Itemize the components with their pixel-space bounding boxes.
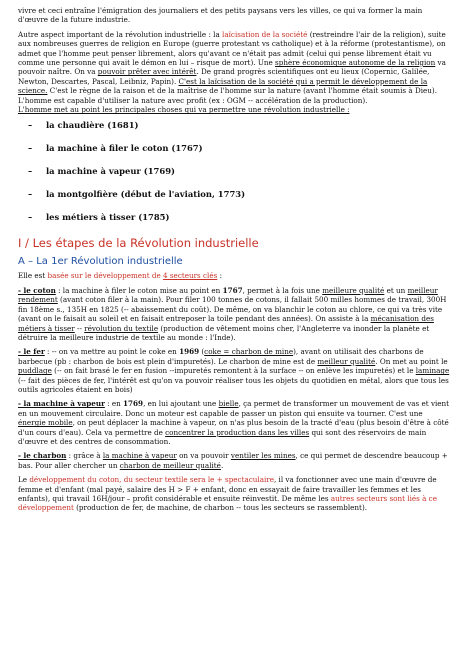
text-run: (production de vêtement moins cher, l'Angleterre va inonder la planète et détruire la meilleure industrie de textile au monde : l'Inde).: [18, 323, 430, 342]
list-item-label: la chaudière (1681): [46, 120, 139, 131]
paragraph-coton: [18, 286, 452, 342]
list-item-label: les métiers à tisser (1785): [46, 212, 170, 223]
underline-term: la machine à vapeur: [102, 451, 177, 461]
paragraph-charbon: [18, 451, 452, 470]
underline-term: meilleur qualité: [317, 356, 376, 366]
underline-term: révolution du textile: [84, 323, 159, 333]
text-run: , on peut déplacer la machine à vapeur, on n'as plus besoin de la tracté d'eau (plus besoin d'être à côté d'un cours d'eau). Cela va permettre de: [18, 418, 449, 437]
label-vapeur: - la machine à vapeur: [18, 399, 105, 409]
underline-principales-choses: L'homme met au point les principales choses qui va permettre une révolution industrielle :: [18, 105, 350, 115]
inventions-list: [18, 120, 452, 222]
text-run: C'est le règne de la raison et de la maîtrise de l'homme sur la nature (avant l'homme était soumis à Dieu). L'homme est capable d'utiliser la nature avec profit (ex : OGM -- accélération de la production).: [18, 86, 438, 105]
label-fer: - le fer: [18, 347, 45, 357]
paragraph-emigration: vivre et ceci entraîne l'émigration des journaliers et des petits paysans vers les villes, ce qui va former la main d'œuvre de la future industrie.: [18, 6, 423, 25]
text-run: :: [217, 271, 223, 281]
text-run: : grâce à: [66, 451, 103, 461]
bullet-mark: –: [28, 143, 33, 154]
list-item-label: la montgolfière (début de l'aviation, 1773): [46, 189, 246, 200]
highlight-laicisation: laïcisation de la société: [222, 29, 308, 39]
underline-term: meilleure qualité: [322, 285, 385, 295]
text-run: . De grand progrès scientifiques ont eu lieux (Copernic, Galilée, Newton, Descartes, Pascal, Leibniz, Papin).: [18, 67, 430, 86]
underline-term: bielle: [218, 399, 239, 409]
bullet-mark: –: [28, 166, 33, 177]
text-run: . On met au point le: [375, 356, 448, 366]
paragraph-vapeur: [18, 399, 452, 446]
text-run: (production de fer, de machine, de charbon -- tous les secteurs se rassemblent).: [73, 503, 368, 513]
bullet-mark: –: [28, 120, 33, 131]
paragraph-fer: [18, 347, 452, 394]
underline-term: mécanisation des métiers à tisser: [18, 314, 434, 333]
text-run: : -- on va mettre au point le coke en: [44, 347, 180, 357]
list-item: [28, 166, 452, 176]
underline-term: laminage: [415, 366, 450, 376]
text-run: (-- on fait brasé le fer en fusion --impuretés remontent à la surface -- on enlève les impuretés) et le: [51, 366, 416, 376]
year: 1767: [222, 285, 243, 295]
text-run: : en: [104, 399, 124, 409]
label-coton: - le coton: [18, 285, 56, 295]
text-run: --: [74, 323, 85, 333]
text-run: Autre aspect important de la révolution industrielle : la: [18, 29, 223, 39]
text-run: (-- fait des pièces de fer, l'intérêt est qu'on va pouvoir réaliser tous les objets du quotidien en métal, alors que tous les outils agricoles étaient en bois): [18, 375, 449, 394]
text-run: , ce qui permet de descendre beaucoup + bas. Pour aller chercher un: [18, 451, 448, 470]
paragraph-intro: [18, 271, 452, 280]
underline-science: C'est la laïcisation de la société qui a permit le développement de la science.: [18, 76, 428, 96]
text-run: , ça permet de transformer un mouvement de vas et vient en un mouvement circulaire. Donc un moteur est capable de passer un piston qui ensuite va tourner. C'est une: [18, 399, 450, 418]
highlight-secteurs-lies: autres secteurs sont liés à ce développement: [18, 494, 437, 513]
bullet-mark: –: [28, 212, 33, 223]
text-run: : la machine à filer le coton mise au point en: [55, 285, 223, 295]
paragraph-developpement: [18, 475, 452, 513]
text-run: va pouvoir naître. On va: [18, 58, 446, 77]
text-run: .: [220, 460, 224, 470]
underline-term: coke = charbon de mine: [204, 347, 294, 357]
list-item-label: la machine à filer le coton (1767): [46, 143, 203, 154]
text-run: et un: [384, 285, 408, 295]
underline-term: puddlage: [18, 366, 52, 376]
text-run: (restreindre l'air de la religion), suite aux nombreuses guerres de religion en Europe (guerre protestant vs catholique) et à la réforme (protestantisme), on admet que l'homme peut penser librement, alors qu'avant ce n'était pas admit (celui qui pense librement était vu comme une personne qui avait le démon en lui – risque de mort). Une: [18, 29, 446, 68]
text-run: Le: [18, 475, 30, 485]
text-run: (: [199, 347, 205, 357]
text-run: , permet à la fois une: [242, 285, 323, 295]
section-heading: I / Les étapes de la Révolution industrielle: [18, 236, 259, 251]
highlight-base: basée sur le développement de: [47, 271, 164, 281]
text-run: , en lui ajoutant une: [143, 399, 219, 409]
underline-sphere: sphère économique autonome de la religion: [275, 58, 436, 68]
text-run: qui sont des réservoirs de main d'œuvre et des centres de consommation.: [18, 427, 427, 446]
highlight-secteurs: 4 secteurs clés: [163, 271, 218, 281]
list-item: [28, 189, 452, 199]
text-run: on va pouvoir: [176, 451, 231, 461]
list-item-label: la machine à vapeur (1769): [46, 166, 175, 177]
list-item: [28, 212, 452, 222]
underline-term: meilleur rendement: [18, 285, 438, 305]
underline-term: concentrer la production dans les villes: [165, 427, 310, 437]
underline-term: ventiler les mines: [230, 451, 296, 461]
label-charbon: - le charbon: [18, 451, 67, 461]
underline-preter: pouvoir prêter avec intérêt: [97, 67, 197, 77]
text-run: Elle est: [18, 271, 48, 281]
underline-term: énergie mobile: [18, 418, 73, 428]
highlight-textile: développement du coton, du secteur textile sera le + spectaculaire: [29, 475, 274, 485]
subsection-heading: A – La 1er Révolution industrielle: [18, 256, 183, 268]
bullet-mark: –: [28, 189, 33, 200]
text-run: , il va fonctionner avec une main d'œuvre de femme et d'enfant (mal payé, salaire des H > F + enfant, donc en essayait de faire travailler les femmes et les enfants), qui travail 16H/jour – profit considérable et ensuite réinvestit. De même les: [18, 475, 437, 503]
year: 1769: [123, 399, 144, 409]
paragraph-laicisation: [18, 30, 452, 115]
year: 1969: [179, 347, 200, 357]
text-run: ), avant on utilisait des charbons de barbecue (pb : charbon de bois est plein d'impuretés). Le charbon de mine est de: [18, 347, 424, 366]
list-item: [28, 120, 452, 130]
list-item: [28, 143, 452, 153]
underline-term: charbon de meilleur qualité: [119, 460, 221, 470]
text-run: (avant coton filer à la main). Pour filer 100 tonnes de cotons, il fallait 500 milles hommes de travail, 300H fin 18ème s., 135H en 1825 (-- abaissement du coût). De même, on va blanchir le coton au chlore, ce qui va très vite (avant on le faisait au soleil et en faisait entreposer la toile pendant des années). On assiste à la: [18, 295, 447, 324]
